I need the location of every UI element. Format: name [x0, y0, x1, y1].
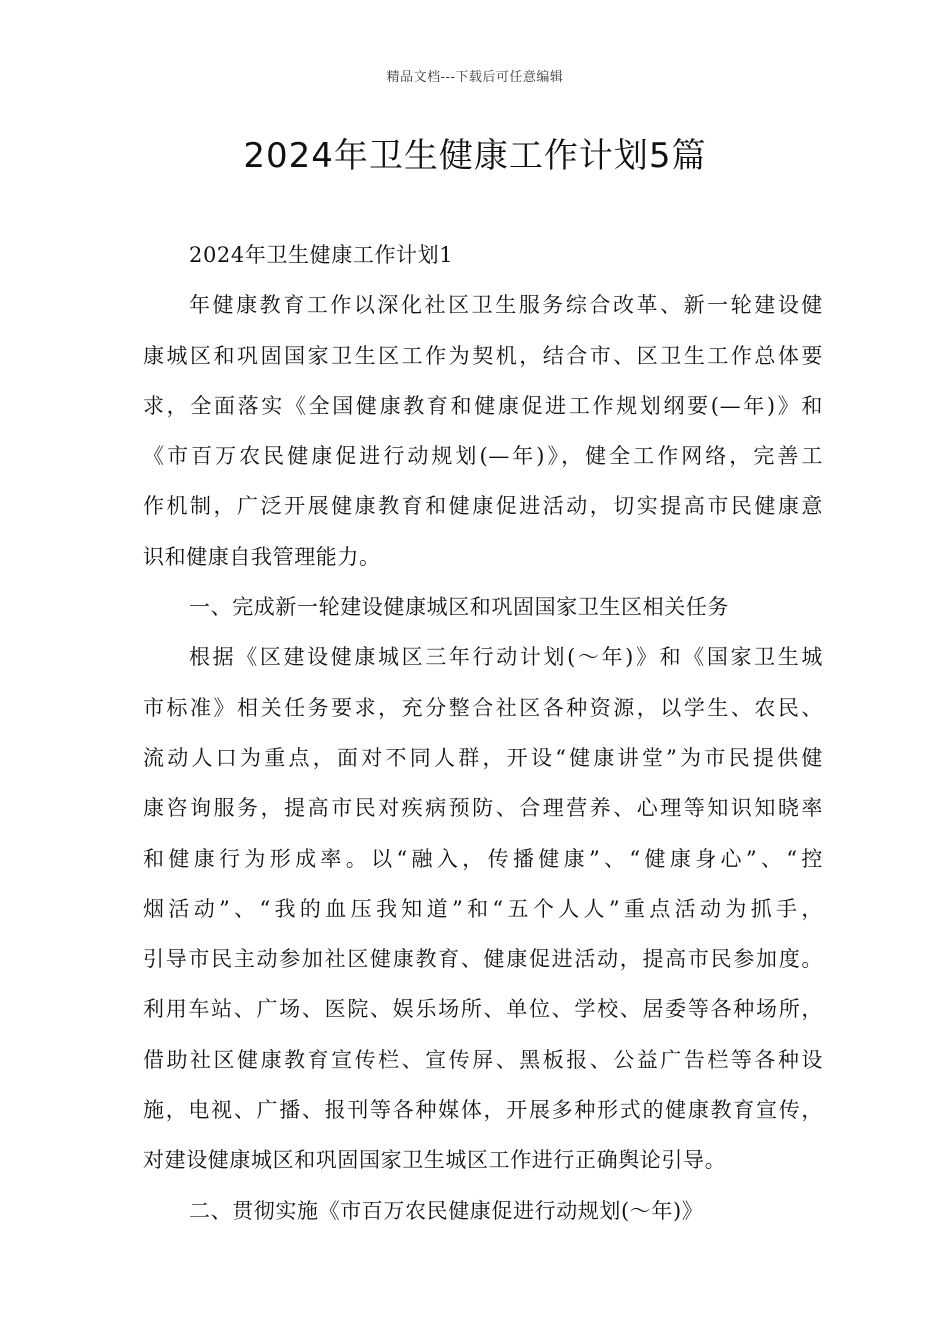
paragraph-line: 《市百万农民健康促进行动规划(—年)》，健全工作网络，完善工 [143, 444, 823, 469]
document-body [143, 230, 823, 1236]
paragraph-line: 市标准》相关任务要求，充分整合社区各种资源，以学生、农民、 [143, 695, 823, 720]
paragraph-line: 康城区和巩固国家卫生区工作为契机，结合市、区卫生工作总体要 [143, 343, 823, 368]
paragraph-line: 利用车站、广场、医院、娱乐场所、单位、学校、居委等各种场所， [143, 997, 823, 1022]
paragraph-line: 对建设健康城区和巩固国家卫生城区工作进行正确舆论引导。 [143, 1148, 727, 1173]
paragraph-line: 借助社区健康教育宣传栏、宣传屏、黑板报、公益广告栏等各种设 [143, 1047, 823, 1072]
section-heading-two: 二、贯彻实施《市百万农民健康促进行动规划(～年)》 [189, 1198, 704, 1223]
paragraph-line: 流动人口为重点，面对不同人群，开设“健康讲堂”为市民提供健 [143, 745, 823, 770]
paragraph-line: 烟活动”、“我的血压我知道”和“五个人人”重点活动为抓手， [143, 896, 823, 921]
section-heading-one: 一、完成新一轮建设健康城区和巩固国家卫生区相关任务 [189, 595, 729, 620]
document-title: 2024年卫生健康工作计划5篇 [243, 136, 707, 176]
paragraph-line: 和健康行为形成率。以“融入，传播健康”、“健康身心”、“控 [143, 846, 823, 871]
section-heading-plan-1: 2024年卫生健康工作计划1 [189, 243, 454, 267]
paragraph-line: 识和健康自我管理能力。 [143, 544, 381, 569]
paragraph-line: 作机制，广泛开展健康教育和健康促进活动，切实提高市民健康意 [143, 494, 823, 519]
paragraph-line: 施，电视、广播、报刊等各种媒体，开展多种形式的健康教育宣传， [143, 1098, 823, 1123]
paragraph-line: 根据《区建设健康城区三年行动计划(～年)》和《国家卫生城 [189, 645, 823, 670]
paragraph-line: 年健康教育工作以深化社区卫生服务综合改革、新一轮建设健 [189, 293, 823, 318]
paragraph-line: 求，全面落实《全国健康教育和健康促进工作规划纲要(—年)》和 [143, 393, 823, 418]
paragraph-line: 康咨询服务，提高市民对疾病预防、合理营养、心理等知识知晓率 [143, 796, 823, 821]
header-note: 精品文档---下载后可任意编辑 [386, 70, 564, 85]
paragraph-line: 引导市民主动参加社区健康教育、健康促进活动，提高市民参加度。 [143, 947, 823, 972]
